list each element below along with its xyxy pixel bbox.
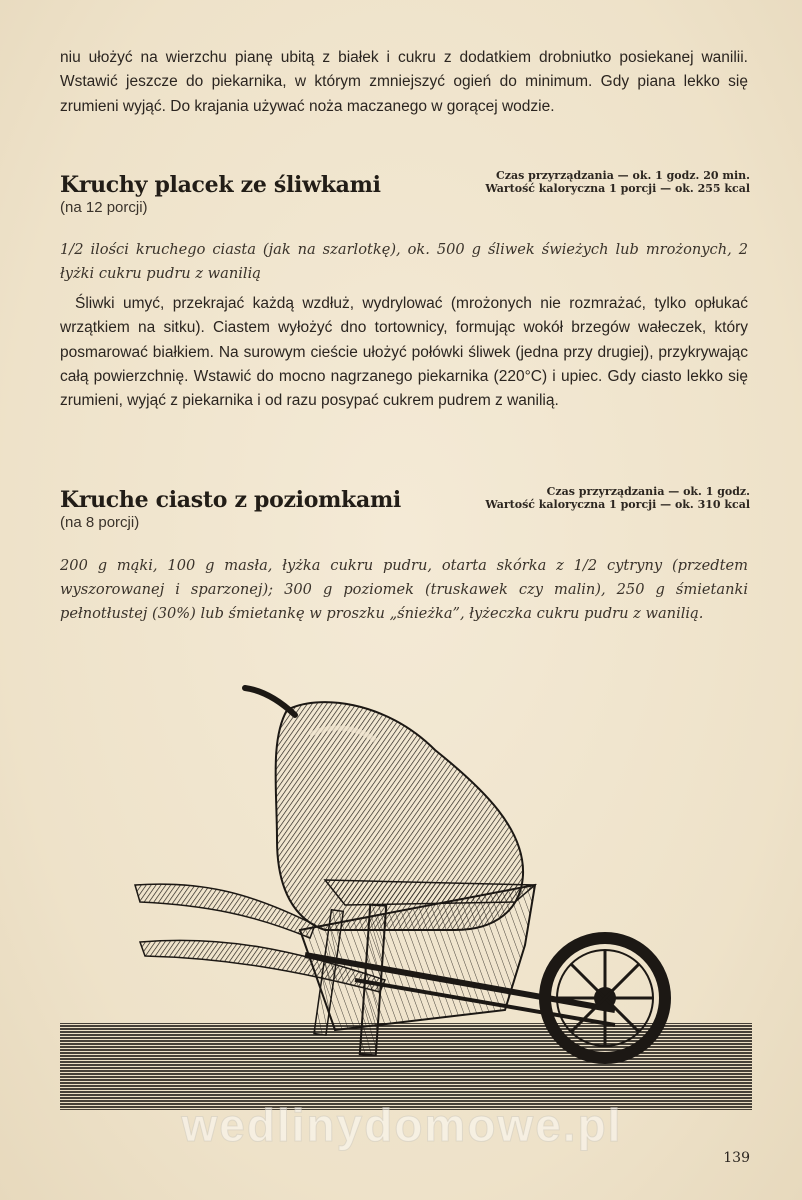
watermark: wedlinydomowe.pl [181, 1099, 623, 1151]
recipe-1-method: Śliwki umyć, przekrajać każdą wzdłuż, wydrylować (mrożonych nie rozmrażać, tylko opłukać wrzątkiem na sitku). Ciastem wyłożyć dno tortownicy, formując wokół brzegów wałeczek, który posmarować białkiem. Na surowym cieście ułożyć połówki śliwek (jedna przy drugiej), przykrywając całą powierzchnię. Wstawić do mocno nagrzanego piekarnika (220°C) i upiec. Gdy ciasto lekko się zrumieni, wyjąć z piekarnika i od razu posypać cukrem pudrem z wanilią. [60, 295, 748, 410]
pear-in-wheelbarrow-icon [55, 680, 755, 1110]
recipe-2-time: Czas przyrządzania — ok. 1 godz. [546, 485, 750, 498]
recipe-1-title: Kruchy placek ze śliwkami [60, 172, 381, 198]
recipe-1-time: Czas przyrządzania — ok. 1 godz. 20 min. [496, 169, 750, 182]
recipe-2-meta [450, 486, 750, 511]
intro-paragraph: niu ułożyć na wierzchu pianę ubitą z białek i cukru z dodatkiem drobniutko posiekanej wanilii. Wstawić jeszcze do piekarnika, w którym zmniejszyć ogień do minimum. Gdy piana lekko się zrumieni wyjąć. Do krajania używać noża maczanego w gorącej wodzie. [60, 49, 748, 115]
page-number: 139 [723, 1150, 750, 1166]
recipe-1-calories: Wartość kaloryczna 1 porcji — ok. 255 kcal [485, 181, 750, 195]
recipe-2-calories: Wartość kaloryczna 1 porcji — ok. 310 kcal [485, 497, 750, 511]
recipe-1-ingredients: 1/2 ilości kruchego ciasta (jak na szarlotkę), ok. 500 g śliwek świeżych lub mrożonych, 2 łyżki cukru pudru z wanilią [60, 241, 748, 282]
recipe-1-portions: (na 12 porcji) [60, 199, 148, 216]
recipe-1-meta [450, 170, 750, 195]
recipe-2-ingredients: 200 g mąki, 100 g masła, łyżka cukru pudru, otarta skórka z 1/2 cytryny (przedtem wyszorowanej i sparzonej); 300 g poziomek (truskawek czy malin), 250 g śmietanki pełnotłustej (30%) lub śmietankę w proszku „śnieżka”, łyżeczka cukru pudru z wanilią. [60, 557, 748, 622]
recipe-2-portions: (na 8 porcji) [60, 514, 140, 531]
recipe-2-title: Kruche ciasto z poziomkami [60, 487, 401, 513]
